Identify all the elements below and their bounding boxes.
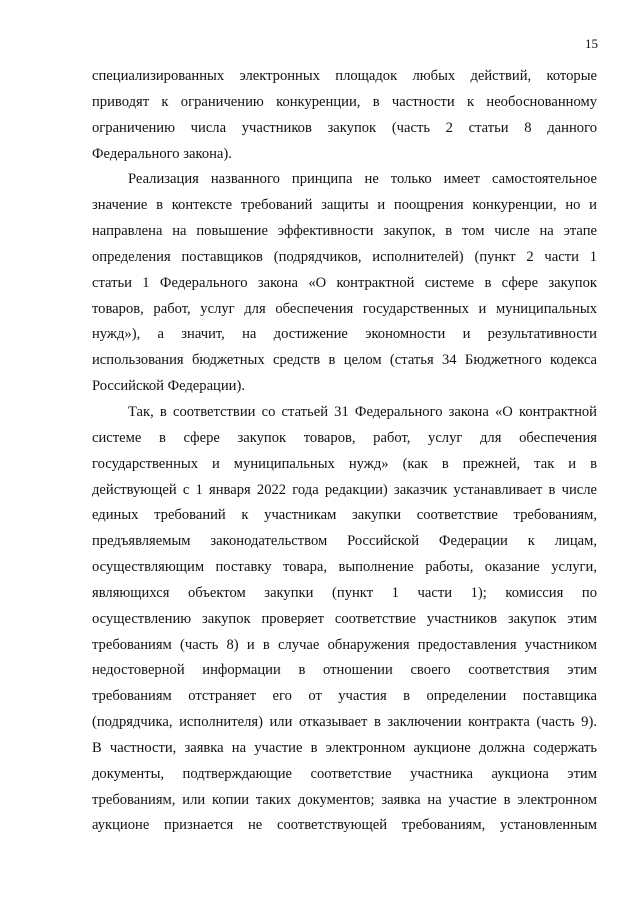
text-line: предъявляемым законодательством Российской Федерации к лицам, [92,533,597,550]
text-line: нужд»), а значит, на достижение экономности и результативности [92,326,597,343]
text-line: являющихся объектом закупки (пункт 1 части 1); комиссия по [92,584,597,601]
text-line: определения поставщиков (подрядчиков, исполнителей) (пункт 2 части 1 [92,248,597,265]
text-line: направлена на повышение эффективности закупок, в том числе на этапе [92,223,597,240]
text-line: Федерального закона). [92,145,232,162]
text-line: единых требований к участникам закупки соответствие требованиям, [92,507,597,524]
text-line: документы, подтверждающие соответствие участника аукциона этим [92,765,597,782]
text-line: требованиям (часть 8) и в случае обнаружения предоставления участником [92,636,597,653]
text-line: статьи 1 Федерального закона «О контрактной системе в сфере закупок [92,274,597,291]
paragraph-2 [92,167,597,400]
text-line: государственных и муниципальных нужд» (как в прежней, так и в [92,455,597,472]
text-line: осуществляющим поставку товара, выполнение работы, оказание услуги, [92,559,597,576]
text-line: недостоверной информации в отношении своего соответствия этим [92,662,597,679]
text-line: использования бюджетных средств в целом (статья 34 Бюджетного кодекса [92,352,597,369]
text-line: Российской Федерации). [92,378,245,395]
text-line: требованиям отстраняет его от участия в определении поставщика [92,688,597,705]
text-line: значение в контексте требований защиты и поощрения конкуренции, но и [92,197,597,214]
text-line: Так, в соответствии со статьей 31 Федерального закона «О контрактной [128,403,597,420]
paragraph-3 [92,400,597,839]
document-body [92,64,597,839]
text-line: специализированных электронных площадок любых действий, которые [92,68,597,84]
paragraph-1 [92,64,597,167]
text-line: действующей с 1 января 2022 года редакции) заказчик устанавливает в числе [92,481,597,498]
text-line: ограничению числа участников закупок (часть 2 статьи 8 данного [92,119,597,136]
text-line: товаров, работ, услуг для обеспечения государственных и муниципальных [92,300,597,317]
text-line: приводят к ограничению конкуренции, в частности к необоснованному [92,93,597,110]
text-line: В частности, заявка на участие в электронном аукционе должна содержать [92,739,597,756]
text-line: аукционе признается не соответствующей требованиям, установленным [92,817,597,834]
text-line: системе в сфере закупок товаров, работ, услуг для обеспечения [92,429,597,446]
text-line: (подрядчика, исполнителя) или отказывает в заключении контракта (часть 9). [92,714,597,731]
page-number: 15 [585,36,598,51]
text-line: требованиям, или копии таких документов; заявка на участие в электронном [92,791,597,808]
text-line: Реализация названного принципа не только имеет самостоятельное [128,171,597,188]
text-line: осуществлению закупок проверяет соответствие участников закупок этим [92,610,597,627]
